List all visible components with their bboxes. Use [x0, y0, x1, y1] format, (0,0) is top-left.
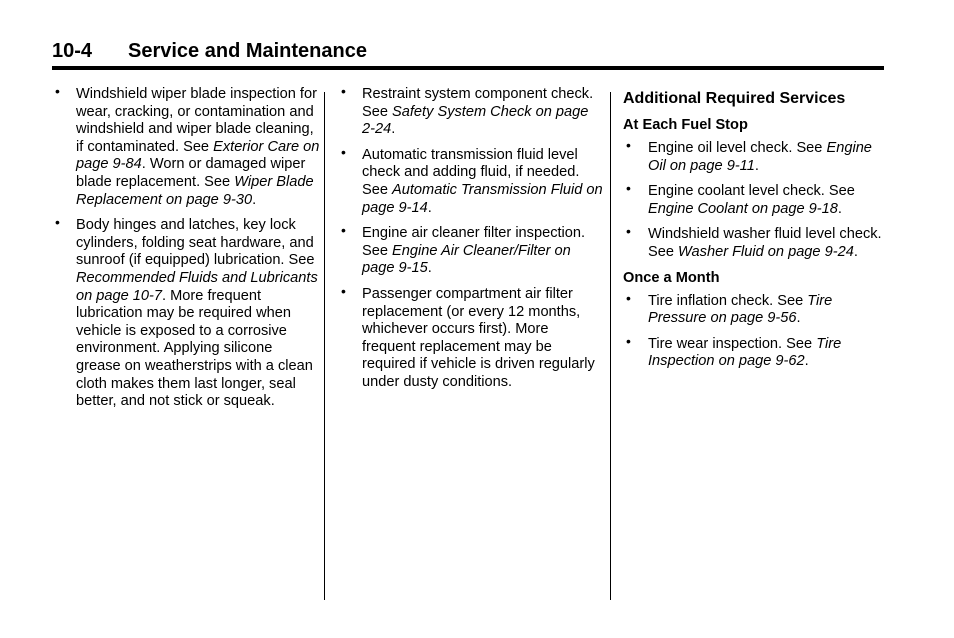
item-text: . Worn or damaged wiper blade replacement. See — [76, 156, 306, 190]
column-3 — [623, 90, 885, 379]
item-text: . — [796, 310, 801, 327]
bullet-icon: • — [626, 180, 631, 197]
item-text: . — [427, 199, 432, 216]
item-text: Tire inflation check. See — [648, 292, 808, 309]
item-text: . — [853, 243, 858, 260]
cross-reference: Safety System Check on page 2-24 — [362, 103, 589, 138]
bullet-icon: • — [626, 289, 631, 306]
cross-reference: Engine Oil on page 9-11 — [648, 140, 872, 174]
item-text: . — [252, 191, 257, 208]
list-item — [623, 223, 885, 261]
column-divider — [610, 92, 611, 600]
subsection-heading: Once a Month — [623, 269, 720, 286]
bullet-icon: • — [626, 332, 631, 349]
cross-reference: Automatic Transmission Fluid on page 9-14 — [362, 181, 603, 216]
page-title: Service and Maintenance — [128, 40, 367, 62]
cross-reference: Tire Inspection on page 9-62 — [648, 335, 842, 370]
cross-reference: Engine Air Cleaner/Filter on page 9-15 — [362, 242, 571, 277]
column-1 — [52, 83, 320, 419]
item-text: Passenger compartment air filter replacement (or every 12 months, whichever occurs first). More frequent replacement may be required if vehicle is driven regularly under dusty conditions. — [362, 285, 595, 390]
item-text: Restraint system component check. See — [362, 86, 594, 120]
bullet-list — [623, 137, 885, 262]
bullet-icon: • — [341, 222, 346, 239]
item-text: Engine oil level check. See — [648, 140, 827, 156]
subsection-heading: At Each Fuel Stop — [623, 117, 748, 133]
page-header — [52, 38, 884, 70]
section-heading: Additional Required Services — [623, 90, 846, 107]
bullet-icon: • — [341, 282, 346, 299]
item-text: . More frequent lubrication may be required when vehicle is exposed to a corrosive environment. Applying silicone grease on weatherstrips with a clean cloth makes them last longer, seal better, and not stick or squeak. — [76, 287, 313, 410]
item-text: . — [837, 200, 842, 217]
item-text: Automatic transmission fluid level check and adding fluid, if needed. See — [362, 146, 580, 198]
bullet-icon: • — [626, 137, 631, 153]
list-item — [52, 83, 320, 209]
bullet-icon: • — [55, 83, 60, 99]
item-text: . — [754, 157, 759, 174]
list-item — [338, 143, 603, 217]
cross-reference: Washer Fluid on page 9-24 — [678, 243, 854, 260]
bullet-icon: • — [55, 214, 60, 231]
bullet-icon: • — [341, 143, 346, 160]
list-item — [338, 83, 603, 139]
bullet-icon: • — [341, 83, 346, 99]
item-text: . — [804, 353, 809, 370]
cross-reference: Tire Pressure on page 9-56 — [648, 292, 833, 327]
list-item — [623, 289, 885, 328]
item-text: Windshield wiper blade inspection for wear, cracking, or contamination and windshield and wiper blade cleaning, if contaminated. See — [76, 86, 317, 155]
item-text: Engine coolant level check. See — [648, 183, 855, 200]
bullet-icon: • — [626, 223, 631, 240]
item-text: Body hinges and latches, key lock cylinders, folding seat hardware, and sunroof (if equipped) lubrication. See — [76, 217, 315, 269]
list-item — [623, 180, 885, 218]
page-number: 10-4 — [52, 40, 93, 62]
bullet-list — [52, 83, 320, 411]
item-text: Tire wear inspection. See — [648, 335, 817, 352]
bullet-list — [623, 289, 885, 371]
cross-reference: Engine Coolant on page 9-18 — [648, 200, 838, 217]
item-text: Windshield washer fluid level check. See — [648, 226, 882, 260]
bullet-list — [338, 83, 603, 392]
list-item — [623, 137, 885, 175]
list-item — [338, 222, 603, 278]
item-text: Engine air cleaner filter inspection. See — [362, 225, 586, 259]
list-item — [623, 332, 885, 371]
list-item — [338, 282, 603, 392]
cross-reference: Wiper Blade Replacement on page 9-30 — [76, 173, 314, 208]
cross-reference: Recommended Fluids and Lubricants on page 10-7 — [76, 269, 318, 304]
item-text: . — [427, 260, 432, 277]
column-2 — [338, 83, 603, 400]
item-text: . — [391, 121, 396, 138]
cross-reference: Exterior Care on page 9-84 — [76, 138, 320, 173]
list-item — [52, 214, 320, 411]
column-divider — [324, 92, 325, 600]
